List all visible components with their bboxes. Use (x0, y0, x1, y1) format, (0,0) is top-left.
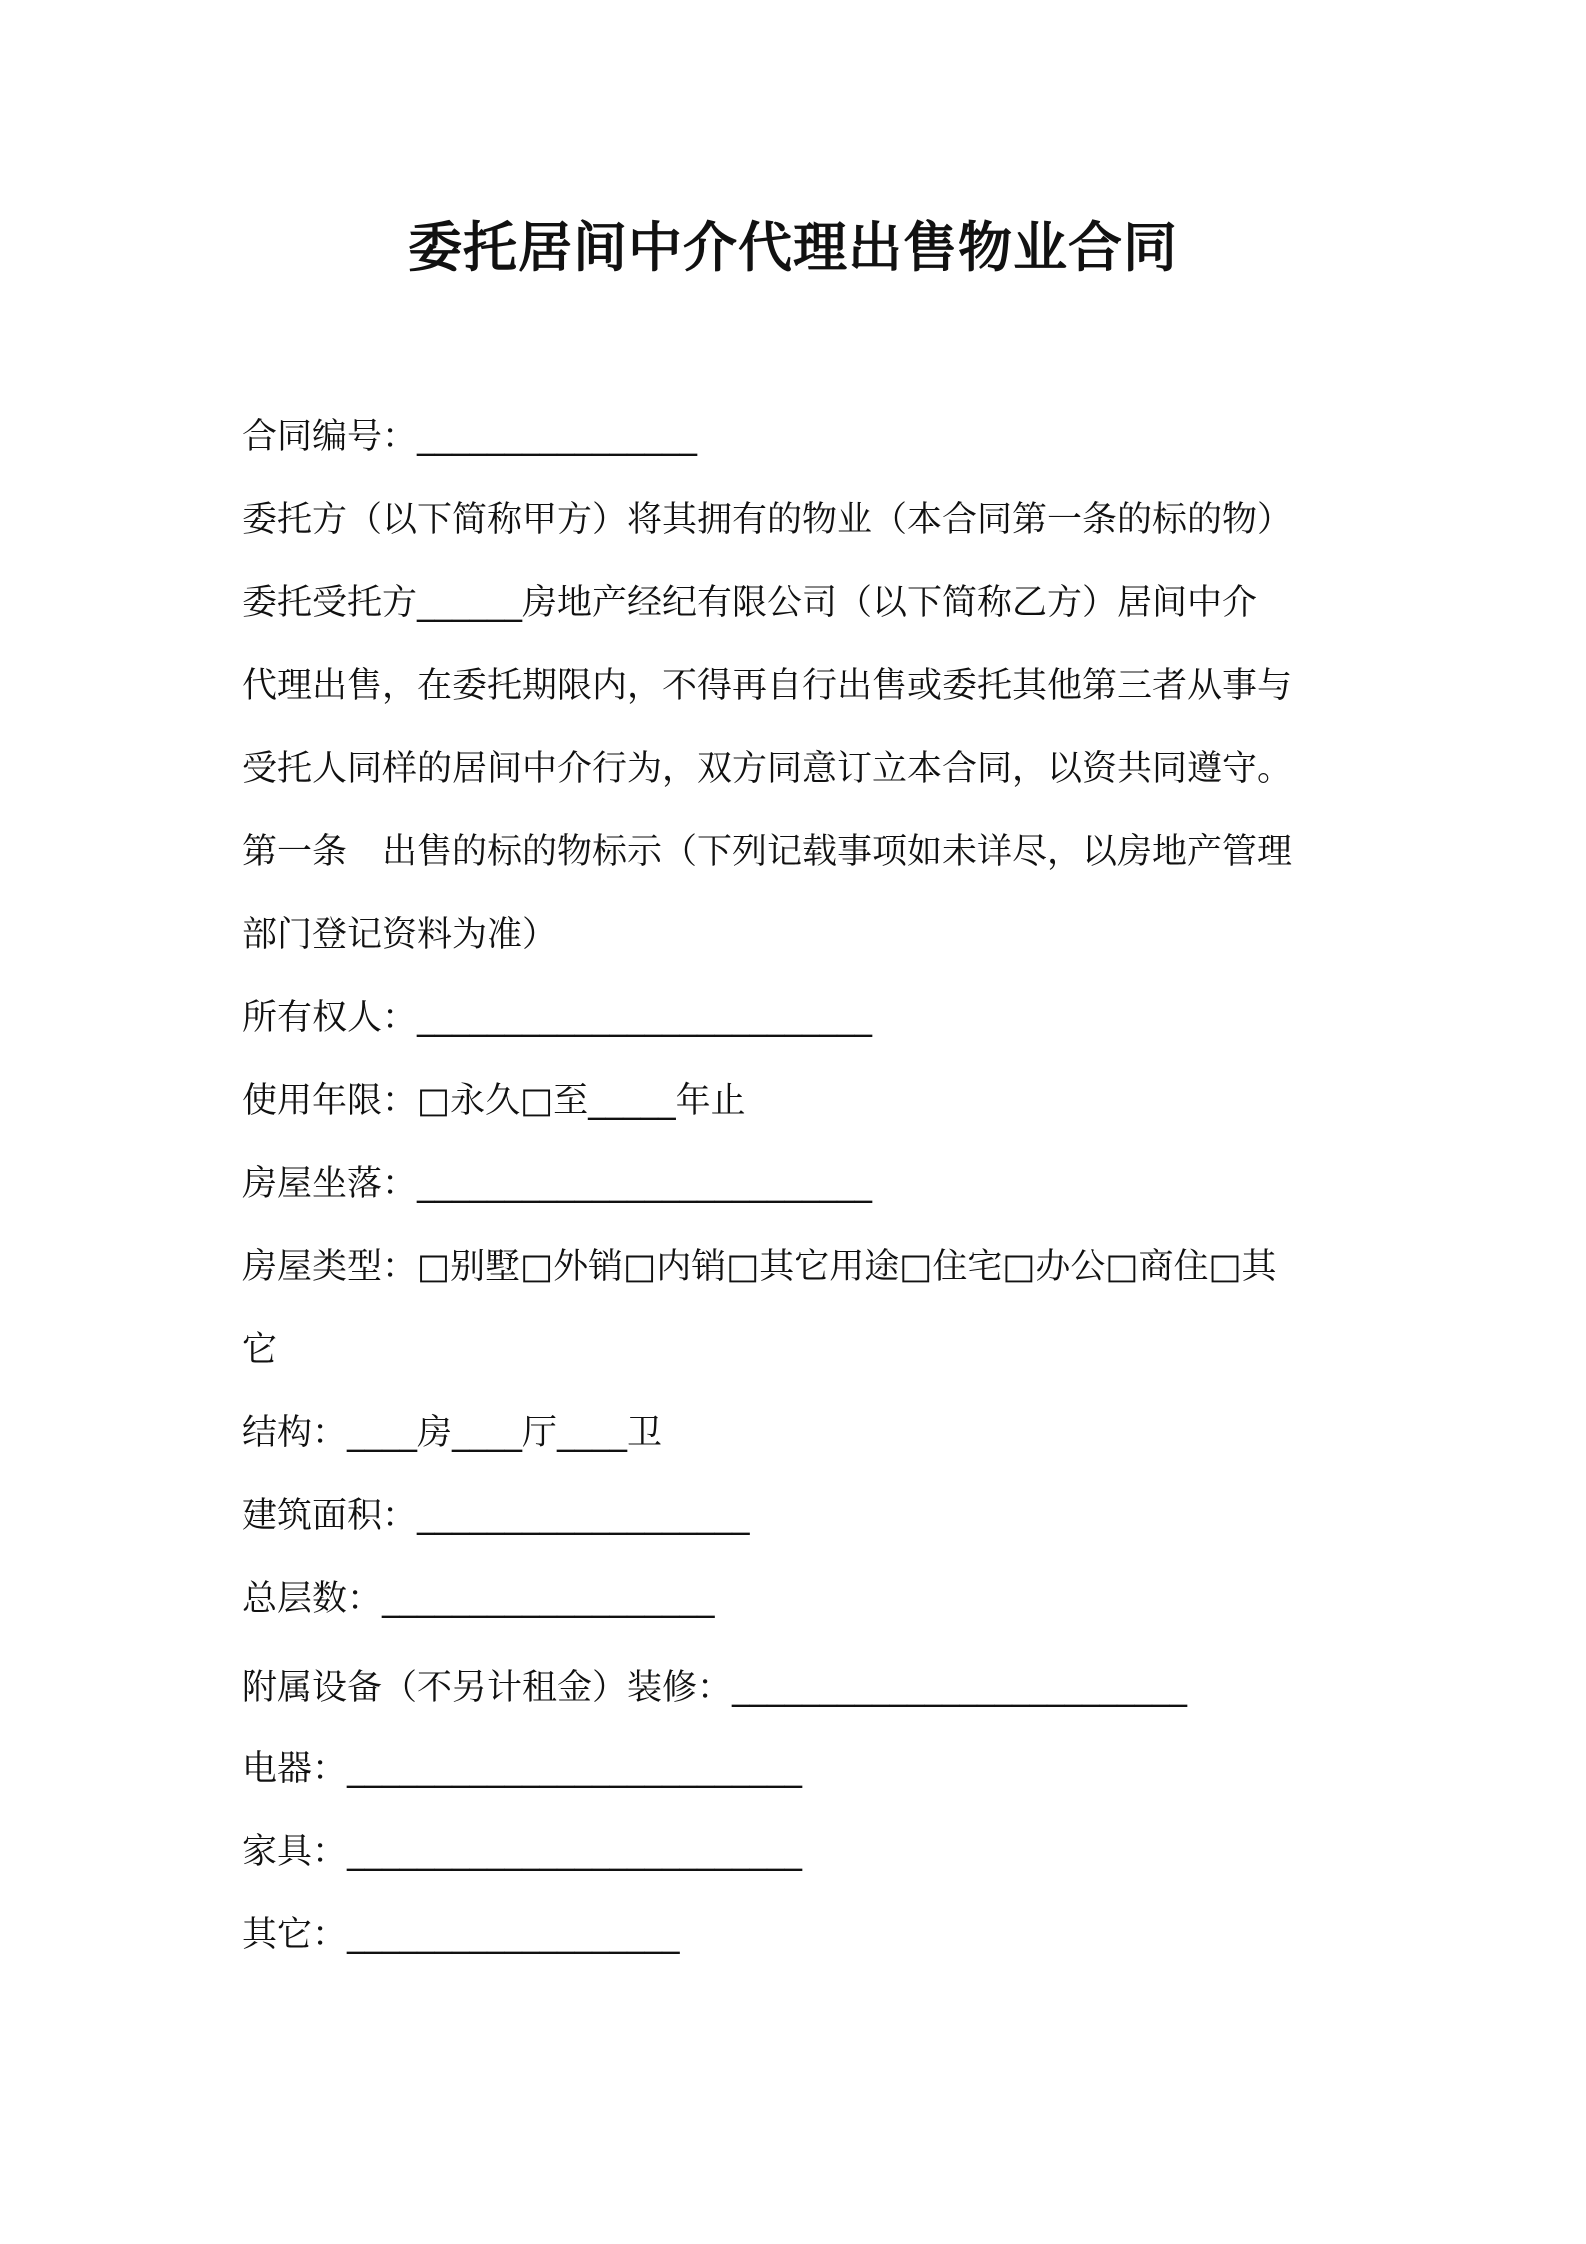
appliances-field: 电器：__________________________ (242, 1749, 803, 1789)
paragraph-line-3: 代理出售，在委托期限内，不得再自行出售或委托其他第三者从事与 (242, 666, 1293, 706)
furniture-field: 家具：__________________________ (242, 1832, 803, 1872)
house-type-field-cont: 它 (242, 1330, 278, 1370)
paragraph-line-4: 受托人同样的居间中介行为，双方同意订立本合同，以资共同遵守。 (242, 749, 1293, 789)
structure-field: 结构：____房____厅____卫 (242, 1413, 663, 1453)
fixtures-decoration-field: 附属设备（不另计租金）装修：__________________________ (242, 1668, 1188, 1708)
owner-field: 所有权人：__________________________ (242, 998, 873, 1038)
usage-term-field: 使用年限：□永久□至_____年止 (242, 1081, 746, 1121)
house-type-field: 房屋类型：□别墅□外销□内销□其它用途□住宅□办公□商住□其 (242, 1247, 1277, 1287)
contract-number-line: 合同编号：________________ (242, 417, 698, 457)
paragraph-line-1: 委托方（以下简称甲方）将其拥有的物业（本合同第一条的标的物） (242, 500, 1293, 540)
article-one-heading-cont: 部门登记资料为准） (242, 915, 558, 955)
building-area-field: 建筑面积：___________________ (242, 1496, 750, 1536)
article-one-heading: 第一条 出售的标的物标示（下列记载事项如未详尽，以房地产管理 (242, 832, 1293, 872)
document-title: 委托居间中介代理出售物业合同 (408, 216, 1178, 279)
location-field: 房屋坐落：__________________________ (242, 1164, 873, 1204)
paragraph-line-2: 委托受托方______房地产经纪有限公司（以下简称乙方）居间中介 (242, 583, 1258, 623)
other-field: 其它：___________________ (242, 1915, 680, 1955)
total-floors-field: 总层数：___________________ (242, 1579, 715, 1619)
